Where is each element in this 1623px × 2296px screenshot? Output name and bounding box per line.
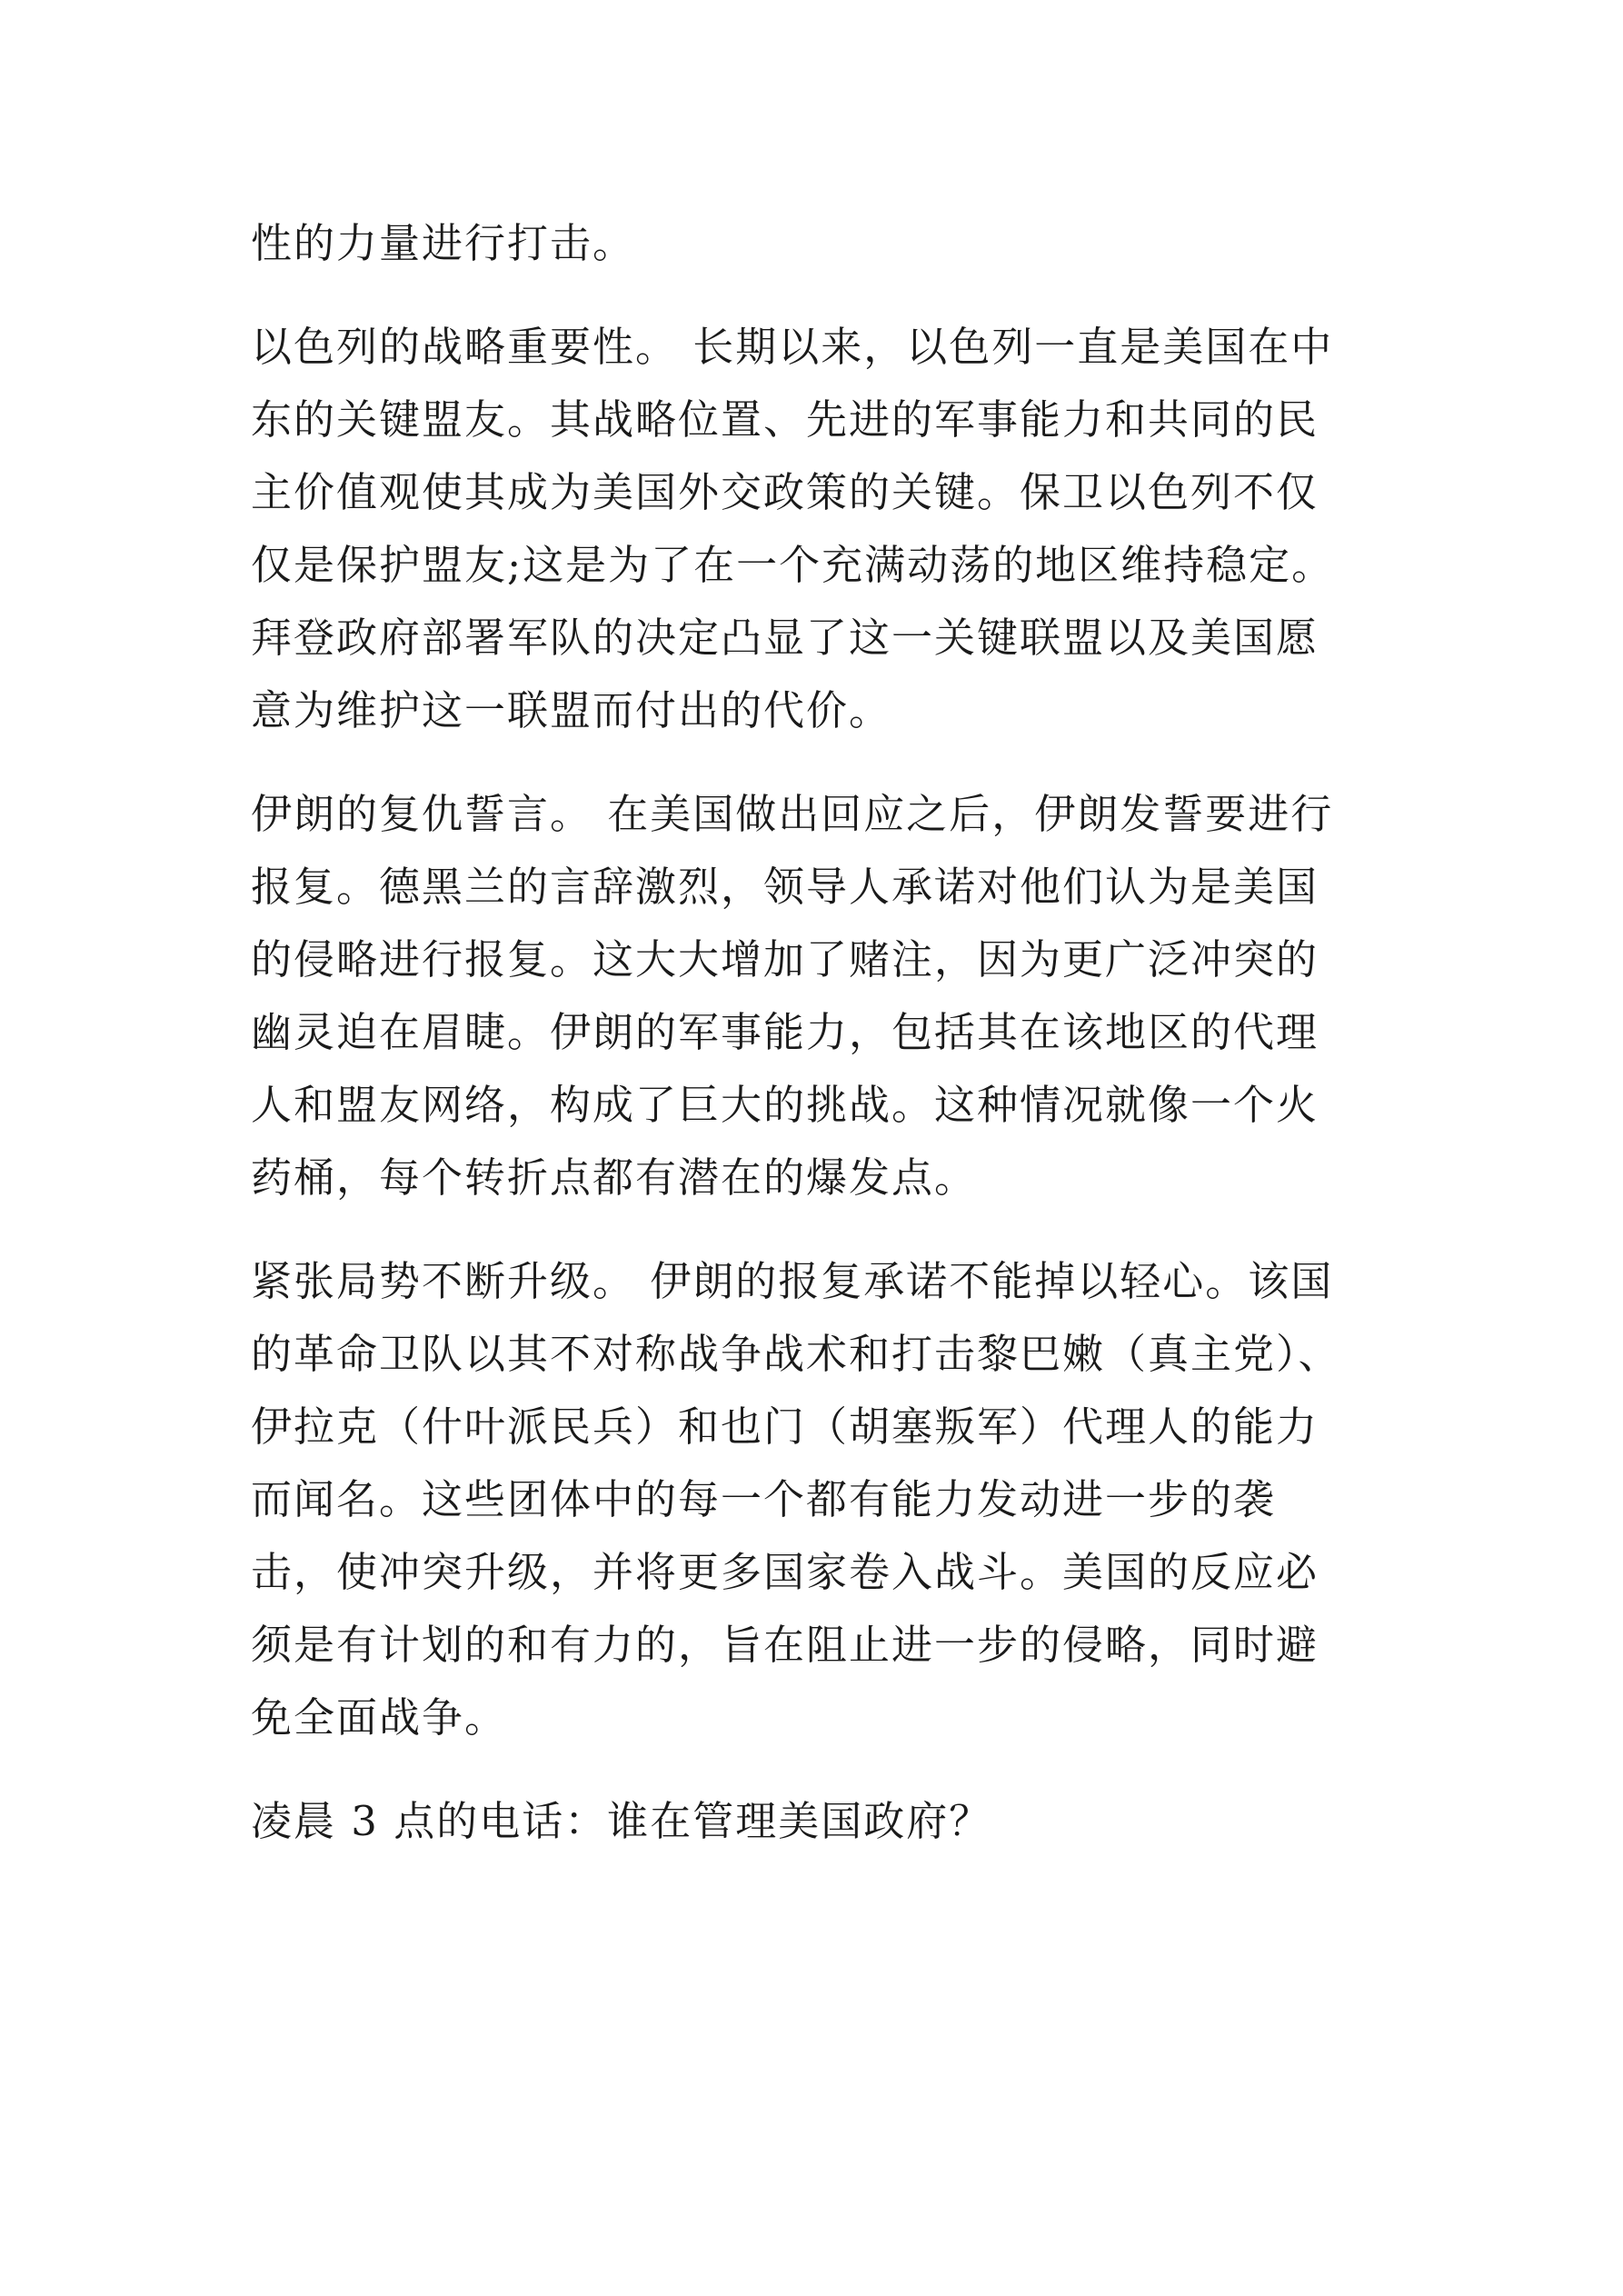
text-line: 人和盟友网络，构成了巨大的挑战。这种情况就像一个火 (251, 1081, 1319, 1129)
text-line: 拜登政府部署军队的决定凸显了这一关键联盟以及美国愿 (251, 614, 1319, 662)
paragraph-continuation (251, 207, 1359, 280)
text-line: 报复。德黑兰的言辞激烈，领导人承诺对他们认为是美国 (251, 863, 1319, 911)
text-line: 意为维护这一联盟而付出的代价。 (251, 686, 892, 734)
text-line: 紧张局势不断升级。 伊朗的报复承诺不能掉以轻心。该国 (251, 1257, 1334, 1305)
text-line: 而闻名。这些团体中的每一个都有能力发动进一步的袭 (251, 1475, 1277, 1523)
text-line: 的侵略进行报复。这大大增加了赌注，因为更广泛冲突的 (251, 935, 1319, 983)
text-line: 的革命卫队以其不对称战争战术和打击黎巴嫩（真主党）、 (251, 1330, 1341, 1378)
text-line: 幽灵迫在眉睫。伊朗的军事能力，包括其在该地区的代理 (251, 1008, 1319, 1056)
text-line: 药桶，每个转折点都有潜在的爆发点。 (251, 1153, 978, 1202)
text-line: 以色列的战略重要性。 长期以来，以色列一直是美国在中 (251, 323, 1334, 371)
text-line: 性的力量进行打击。 (251, 219, 636, 267)
body-text (251, 207, 1359, 1889)
heading-line: 凌晨 3 点的电话：谁在管理美国政府？ (251, 1797, 992, 1845)
paragraph-israel-strategic-importance (251, 311, 1359, 747)
text-line: 须是有计划的和有力的，旨在阻止进一步的侵略，同时避 (251, 1621, 1319, 1669)
text-line: 主价值观使其成为美国外交政策的关键。保卫以色列不仅 (251, 468, 1319, 516)
text-line: 伊拉克（什叶派民兵）和也门（胡塞叛军）代理人的能力 (251, 1403, 1319, 1451)
text-line: 东的关键盟友。其战略位置、先进的军事能力和共同的民 (251, 395, 1319, 444)
text-line: 击，使冲突升级，并将更多国家卷入战斗。美国的反应必 (251, 1548, 1319, 1596)
paragraph-iran-vow (251, 778, 1359, 1214)
text-line: 伊朗的复仇誓言。 在美国做出回应之后，伊朗发誓要进行 (251, 790, 1334, 838)
section-heading-3am-call (251, 1785, 1359, 1858)
paragraph-escalating-tensions (251, 1245, 1359, 1754)
text-line: 仅是保护盟友;这是为了在一个充满动荡的地区维持稳定。 (251, 541, 1335, 589)
text-line: 免全面战争。 (251, 1693, 508, 1742)
